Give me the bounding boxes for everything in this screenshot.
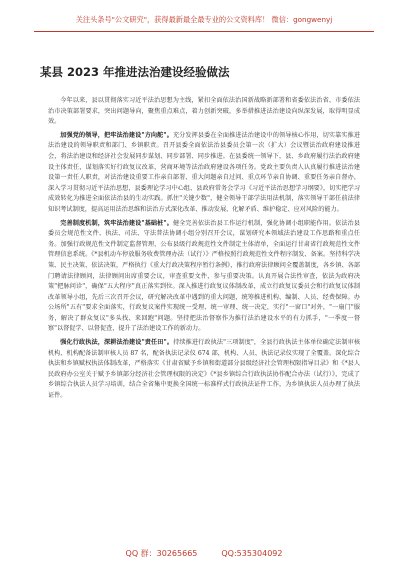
footer-qq-group: QQ 群：30265665: [125, 548, 198, 558]
paragraph-institutional-mechanism: [48, 219, 360, 336]
paragraph-text: 持续推进行政执法"三项制度"，全县行政执法主体单位确定法制审核机构、机构配备法制审核人员 87 名，配备执法记录仪 674 部，机构、人员、执法记录仪实现了全覆盖。深化综合执法和乡镇赋权执法体制改革，严格落实《甘肃省赋予乡镇和街道部分县级经济社会管理权限指导目录》和《*县人民政府办公室关于赋予乡镇部分经济社会管理权限的决定》《*县乡镇综合行政执法协作配合办法（试行）》，完成了乡镇综合执法人员学习培训，结合全省集中更换全国统一标准样式行政执法证件工作，为乡镇执法人员办理了执法证件。: [48, 339, 360, 400]
footer-qq-contact: QQ:535304092: [221, 548, 283, 558]
paragraph-intro: [48, 96, 360, 128]
paragraph-lead: 强化行政执法，深耕法治建设"责任田"。: [60, 339, 174, 347]
paragraph-text: 健全完善依法治县工作运行机制，强化协调小组职能作用。依法治县委员会规范性文件、执法、司法、守法普法协调小组分别召开会议，谋划研究本领域法治建设工作思路和重点任务。加强行政规范性文件制定监督管理，公布县级行政规范性文件制定主体清单，全面运行甘肃省行政规范性文件管理信息系统。《*县机动车停放服务收费管理办法（试行）》严格按照行政规范性文件程序制发、备案。坚持科学决策、民主决策、依法决策，严格执行《重大行政决策程序暂行条例》，推行政府法律顾问全覆盖制度，各乡镇、各部门聘请法律顾问，法律顾问出席重要会议，审查重要文件，参与重要决策。认真开展合法性审查，依法为政府决策"把脉问诊"，确保"五大程序"真正落实到位。深入推进行政复议体制改革，成立行政复议委员会和行政复议体制改革领导小组，先后三次召开会议，研究解决改革中遇到的重大问题，统筹推进机构、编制、人员、经费保障。办公场所"五有"要求全面落实，行政复议案件实现统一受理、统一审理、统一决定，实行"一窗口"对外，"一扇门"服务，解决了群众复议"多头找、来回跑"问题。坚持把法治督察作为推行法治建设水平的有力抓手，"一季度一督察"以督促学、以督促查，提升了法治建设工作的新动力。: [48, 219, 360, 333]
footer-contact: [40, 545, 368, 561]
paragraph-lead: 加强党的领导，把牢法治建设"方向舵"。: [60, 131, 173, 139]
document-body: [48, 96, 360, 544]
document-title: 某县 2023 年推进法治建设经验做法: [40, 65, 230, 79]
header-divider: [34, 31, 374, 32]
paragraph-party-leadership: [48, 131, 360, 216]
paragraph-text: 今年以来，县以贯彻落实习近平法治思想为主线，紧扣全面依法治国新战略新部署和省委依法治省、市委依法治市决策部署要求，突出问题导向，聚焦重点难点，着力创新突破，多举措推进法治建设向纵深发展，取得明显成效。: [48, 97, 360, 126]
paragraph-lead: 完善制度机制，筑牢法治建设"基础桩"。: [60, 219, 173, 227]
header-banner: 关注头条号"公文研究"，获得最新最全最专业的公文资料库！ 微信：gongwenyj: [75, 14, 333, 24]
paragraph-text: 充分发挥县委在全面推进法治建设中的领导核心作用，切实靠实推进法治建设的领导职责和部门、乡镇职责。召开县委全面依法治县委员会第一次（扩大）会议暨法治政府建设推进会，将法治建设和经济社会发展同步谋划、同步部署、同步推进。在县委统一领导下，县、乡政府履行法治政府建设主体责任，谋划落实好行政复议改革，营商环境等法治政府建设各项任务。党政主要负责人认真履行推进法治建设第一责任人职责，对法治建设重要工作亲自部署、重大问题亲自过问、重点环节亲自协调、重要任务亲自督办，深入学习贯彻习近平法治思想，县委理论学习中心组、县政府常务会学习《习近平法治思想学习纲要》，切实把学习成效转化为推进全面依法治县的生动实践。抓住"关键少数"，健全领导干部学法用法机制，落实领导干部任前法律知识考试制度，提高运用法治思维和法治方式深化改革、推动发展、化解矛盾、维护稳定、应对风险的能力。: [48, 131, 360, 213]
paragraph-administrative-enforcement: [48, 338, 360, 402]
